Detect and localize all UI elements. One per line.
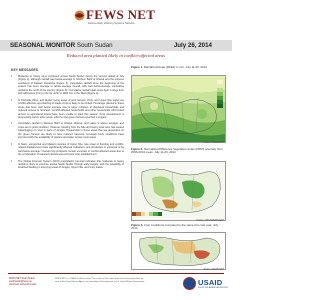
legend-swatch — [158, 212, 162, 216]
figure-1-caption — [131, 66, 225, 69]
usaid-seal-icon — [183, 277, 196, 290]
report-subtitle: Reduced area planted likely in conflict-affected areas — [66, 53, 166, 58]
figure-3-label: Figure 3. — [131, 223, 144, 227]
key-message-item: • The Global Forecast System (GFS) precipitation forecast indicates that moderate to heavy rainfall is likely to continue across South Sudan through early August, with the possibility of localized flooding in low-lying areas of Jonglei, Upper Nile, and Unity states. — [10, 160, 124, 170]
report-title-text: SEASONAL MONITOR — [10, 42, 76, 49]
footer-contact-email[interactable]: southsudan@fews.net — [9, 281, 32, 283]
logo-subtitle: Famine Early Warning Systems Network — [88, 22, 135, 25]
report-header-bar — [0, 40, 232, 51]
footer-disclaimer: FEWS NET is a USAID-funded activity. The content of this report does not necessarily reflect the view of the United States Agency for International Development or the United States Government. — [55, 278, 145, 283]
usaid-tagline: FROM THE AMERICAN PEOPLE — [198, 287, 228, 289]
footer-divider — [8, 273, 224, 274]
figure-2-source: Source: USGS/FEWS NET — [196, 219, 224, 222]
legend-swatch — [217, 104, 223, 108]
logo-text: FEWS NET — [86, 7, 156, 22]
figure-3-source: Source: FEWS NET — [203, 269, 224, 271]
figure-2-legend — [132, 212, 162, 216]
figure-1-map — [131, 75, 226, 143]
figure-3-caption — [131, 224, 225, 231]
usaid-wordmark: USAID — [198, 278, 223, 287]
footer-contact-link[interactable]: www.fews.net/south-sudan — [9, 284, 37, 286]
fews-net-logo — [72, 6, 160, 30]
figure-3-map — [131, 232, 226, 270]
figure-3-crop-conditions-map — [132, 233, 225, 269]
figure-1-rainfall-map — [132, 76, 225, 142]
key-message-item: • In Nasir, Longochuk and Maiwut counties of Upper Nile, late onset of flooding and conflict-related displacement have significantly affected cultivation, and production is expected to be well below average. Overall crop prospects remain uncertain in conflict-affected areas due to the combination of reduced planted area and poor crop establishment. — [10, 143, 124, 157]
figure-2-label: Figure 2. — [131, 147, 144, 151]
key-messages-list — [10, 75, 124, 173]
figure-1-source: Source: NOAA/CPC — [203, 142, 224, 144]
fews-net-globe-icon — [74, 10, 85, 21]
footer-contact — [9, 278, 49, 287]
figure-2-caption — [131, 148, 225, 155]
report-location: South Sudan — [76, 42, 113, 49]
figure-1-label: Figure 1. — [131, 65, 144, 69]
key-messages-heading: KEY MESSAGES — [11, 68, 39, 72]
figure-2-caption-text: Normalized Difference Vegetation Index (NDVI) anomaly from 2006-2014 mean, July 11-20, 2014 — [131, 147, 223, 155]
report-date: July 26, 2014 — [173, 42, 212, 49]
key-message-item: • Moderate to heavy rains continued across South Sudan during the second dekad of July (Figure 1), although rainfall was below-average in Northern Bahr el Ghazal and the extreme southwest of Eastern Equatoria (Figure 2). Cumulative rainfall since the beginning of the season has been average to above-average overall, with well below-average cumulative rainfall in the north of the country (Figure 3). Cumulative rainfall totals since April 1 range from 100 millimeters (mm) in the far north to 1000 mm in the West (Figure 4). — [10, 75, 124, 96]
usaid-logo — [183, 276, 228, 294]
footer-contact-line: FEWS NET South Sudan — [9, 278, 35, 280]
figure-1-caption-text: Rainfall estimate (RFE2) in mm, July 11-20, 2014 — [143, 65, 207, 69]
figure-3-caption-text: Crop conditions compared to the same time last year, July 2014 — [131, 223, 219, 231]
figure-1-legend — [217, 80, 223, 108]
report-title — [10, 42, 113, 49]
key-message-item: • In Pochalla, Pibor, and Akobo, being areas of poor harvest, Unity, and Upper Nile states are conflict-affected, and planting of staple crops is likely to be limited. Hectarage planted in these areas has been well below average due to large numbers of displaced households and reduced access to farmland. Conflict-affected households and other households with limited access to agricultural inputs have been unable to plant this season. Crop development is progressing well in other areas, with the first green harvest expected in August. — [10, 99, 124, 120]
key-message-item: • Cumulative rainfall in Western Bahr el Ghazal, Warrap, and Lakes is above average, and crops are in good condition. However, flooding from the Nile and heavy local rains has caused waterlogging of crops in parts of Jonglei. Households in these areas that are dependent on the green harvest are likely to face reduced harvests. Livestock body conditions have improved with the availability of pasture and water across most areas. — [10, 122, 124, 139]
